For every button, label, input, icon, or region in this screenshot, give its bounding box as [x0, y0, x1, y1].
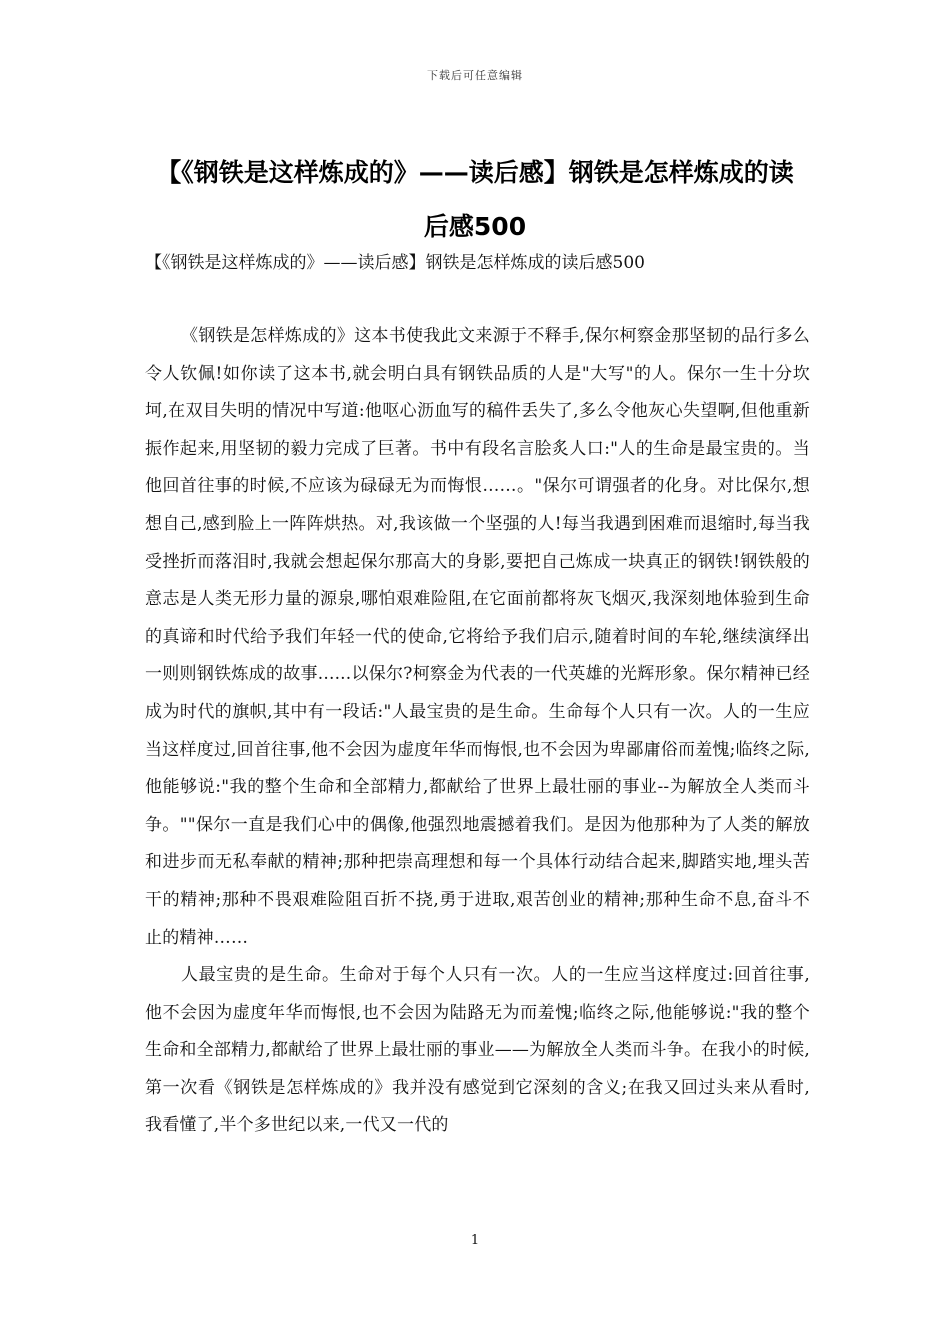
page-number: 1	[470, 1233, 480, 1248]
body-paragraph: 《钢铁是怎样炼成的》这本书使我此文来源于不释手,保尔柯察金那坚韧的品行多么令人钦佩!如你读了这本书,就会明白具有钢铁品质的人是"大写"的人。保尔一生十分坎坷,在双目失明的情况中写道:他呕心沥血写的稿件丢失了,多么令他灰心失望啊,但他重新振作起来,用坚韧的毅力完成了巨著。书中有段名言脍炙人口:"人的生命是最宝贵的。当他回首往事的时候,不应该为碌碌无为而悔恨……。"保尔可谓强者的化身。对比保尔,想想自己,感到脸上一阵阵烘热。对,我该做一个坚强的人!每当我遇到困难而退缩时,每当我受挫折而落泪时,我就会想起保尔那高大的身影,要把自己炼成一块真正的钢铁!钢铁般的意志是人类无形力量的源泉,哪怕艰难险阻,在它面前都将灰飞烟灭,我深刻地体验到生命的真谛和时代给予我们年轻一代的使命,它将给予我们启示,随着时间的车轮,继续演绎出一则则钢铁炼成的故事......以保尔?柯察金为代表的一代英雄的光辉形象。保尔精神已经成为时代的旗帜,其中有一段话:"人最宝贵的是生命。生命每个人只有一次。人的一生应当这样度过,回首往事,他不会因为虚度年华而悔恨,也不会因为卑鄙庸俗而羞愧;临终之际,他能够说:"我的整个生命和全部精力,都献给了世界上最壮丽的事业--为解放全人类而斗争。""保尔一直是我们心中的偶像,他强烈地震撼着我们。是因为他那种为了人类的解放和进步而无私奉献的精神;那种把崇高理想和每一个具体行动结合起来,脚踏实地,埋头苦干的精神;那种不畏艰难险阻百折不挠,勇于进取,艰苦创业的精神;那种生命不息,奋斗不止的精神……	[145, 326, 810, 948]
document-body	[145, 318, 810, 1145]
header-note: 下载后可任意编辑	[427, 69, 523, 82]
body-paragraph: 人最宝贵的是生命。生命对于每个人只有一次。人的一生应当这样度过:回首往事,他不会因为虚度年华而悔恨,也不会因为陆路无为而羞愧;临终之际,他能够说:"我的整个生命和全部精力,都献给了世界上最壮丽的事业——为解放全人类而斗争。在我小的时候,第一次看《钢铁是怎样炼成的》我并没有感觉到它深刻的含义;在我又回过头来从看时,我看懂了,半个多世纪以来,一代又一代的	[145, 965, 810, 1136]
document-title: 【《钢铁是这样炼成的》——读后感】钢铁是怎样炼成的读后感500	[156, 158, 794, 241]
document-subtitle: 【《钢铁是这样炼成的》——读后感】钢铁是怎样炼成的读后感500	[145, 253, 645, 273]
